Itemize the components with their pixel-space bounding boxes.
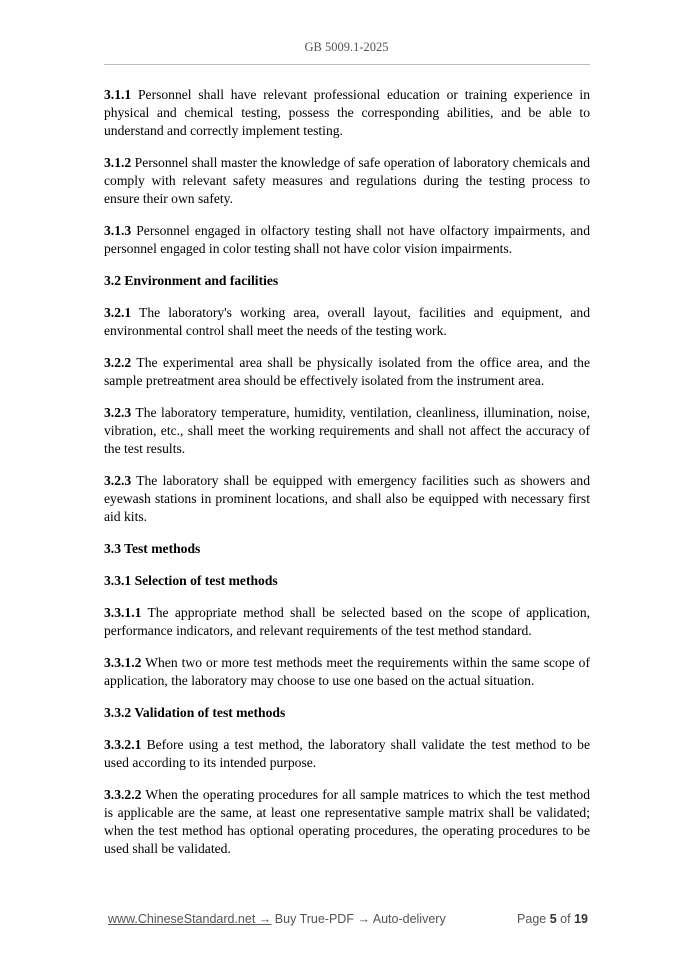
clause-number: 3.3.2.1 xyxy=(104,737,142,752)
site-link[interactable] xyxy=(108,912,271,926)
clause-3-2-3 xyxy=(104,404,590,458)
clause-text: Personnel shall have relevant professional education or training experience in physical and chemical testing, possess the corresponding abilities, and be able to understand and correctly implement testing. xyxy=(104,87,590,138)
clause-text: The laboratory temperature, humidity, ventilation, cleanliness, illumination, noise, vibration, etc., shall meet the working requirements and shall not affect the accuracy of the test results. xyxy=(104,405,590,456)
clause-number: 3.3.2.2 xyxy=(104,787,142,802)
clause-number: 3.1.2 xyxy=(104,155,132,170)
page-indicator xyxy=(517,912,588,926)
clause-3-3-2-1 xyxy=(104,736,590,772)
auto-delivery-text: Auto-delivery xyxy=(372,912,446,926)
clause-number: 3.2.3 xyxy=(104,473,132,488)
clause-number: 3.1.1 xyxy=(104,87,132,102)
clause-text: The experimental area shall be physically isolated from the office area, and the sample pretreatment area should be effectively isolated from the instrument area. xyxy=(104,355,590,388)
section-heading-3-2: 3.2 Environment and facilities xyxy=(104,273,279,288)
header-divider xyxy=(104,64,590,65)
clause-text: The laboratory's working area, overall layout, facilities and equipment, and environmental control shall meet the needs of the testing work. xyxy=(104,305,590,338)
clause-text: Personnel shall master the knowledge of safe operation of laboratory chemicals and comply with relevant safety measures and regulations during the testing process to ensure their own safety. xyxy=(104,155,590,206)
site-link-text: www.ChineseStandard.net xyxy=(108,912,256,926)
clause-3-1-3 xyxy=(104,222,590,258)
standard-code: GB 5009.1-2025 xyxy=(304,40,389,54)
clause-number: 3.2.2 xyxy=(104,355,132,370)
clause-3-3-2-2 xyxy=(104,786,590,858)
section-heading-3-3-1: 3.3.1 Selection of test methods xyxy=(104,573,278,588)
clause-3-1-1 xyxy=(104,86,590,140)
clause-text: Personnel engaged in olfactory testing shall not have olfactory impairments, and personnel engaged in color testing shall not have color vision impairments. xyxy=(104,223,590,256)
page-current: 5 xyxy=(549,912,557,926)
clause-3-3-1-1 xyxy=(104,604,590,640)
clause-number: 3.2.3 xyxy=(104,405,132,420)
clause-number: 3.2.1 xyxy=(104,305,132,320)
buy-pdf-text: Buy True-PDF xyxy=(274,912,354,926)
page-header xyxy=(0,40,693,55)
clause-3-2-1 xyxy=(104,304,590,340)
section-heading-3-3: 3.3 Test methods xyxy=(104,541,201,556)
clause-text: The appropriate method shall be selected based on the scope of application, performance indicators, and relevant requirements of the test method standard. xyxy=(104,605,591,638)
clause-3-2-2 xyxy=(104,354,590,390)
clause-number: 3.1.3 xyxy=(104,223,132,238)
page-label: Page xyxy=(517,912,547,926)
section-heading-3-3-2: 3.3.2 Validation of test methods xyxy=(104,705,286,720)
clause-number: 3.3.1.2 xyxy=(104,655,142,670)
document-body xyxy=(104,86,590,872)
clause-text: When two or more test methods meet the requirements within the same scope of application, the laboratory may choose to use one based on the actual situation. xyxy=(104,655,591,688)
clause-number: 3.3.1.1 xyxy=(104,605,142,620)
arrow-right-icon: → xyxy=(258,912,272,926)
clause-text: When the operating procedures for all sample matrices to which the test method is applicable are the same, at least one representative sample matrix shall be validated; when the test method has optional operating procedures, the operating procedures to be used shall be validated. xyxy=(104,787,590,856)
arrow-right-icon: → xyxy=(357,912,370,926)
clause-3-1-2 xyxy=(104,154,590,208)
page-of-label: of xyxy=(560,912,571,926)
page-total: 19 xyxy=(574,912,588,926)
clause-text: The laboratory shall be equipped with emergency facilities such as showers and eyewash stations in prominent locations, and shall also be equipped with necessary first aid kits. xyxy=(104,473,591,524)
clause-3-2-3-emergency xyxy=(104,472,590,526)
footer-promo xyxy=(108,912,446,926)
clause-3-3-1-2 xyxy=(104,654,590,690)
clause-text: Before using a test method, the laboratory shall validate the test method to be used according to its intended purpose. xyxy=(104,737,590,770)
